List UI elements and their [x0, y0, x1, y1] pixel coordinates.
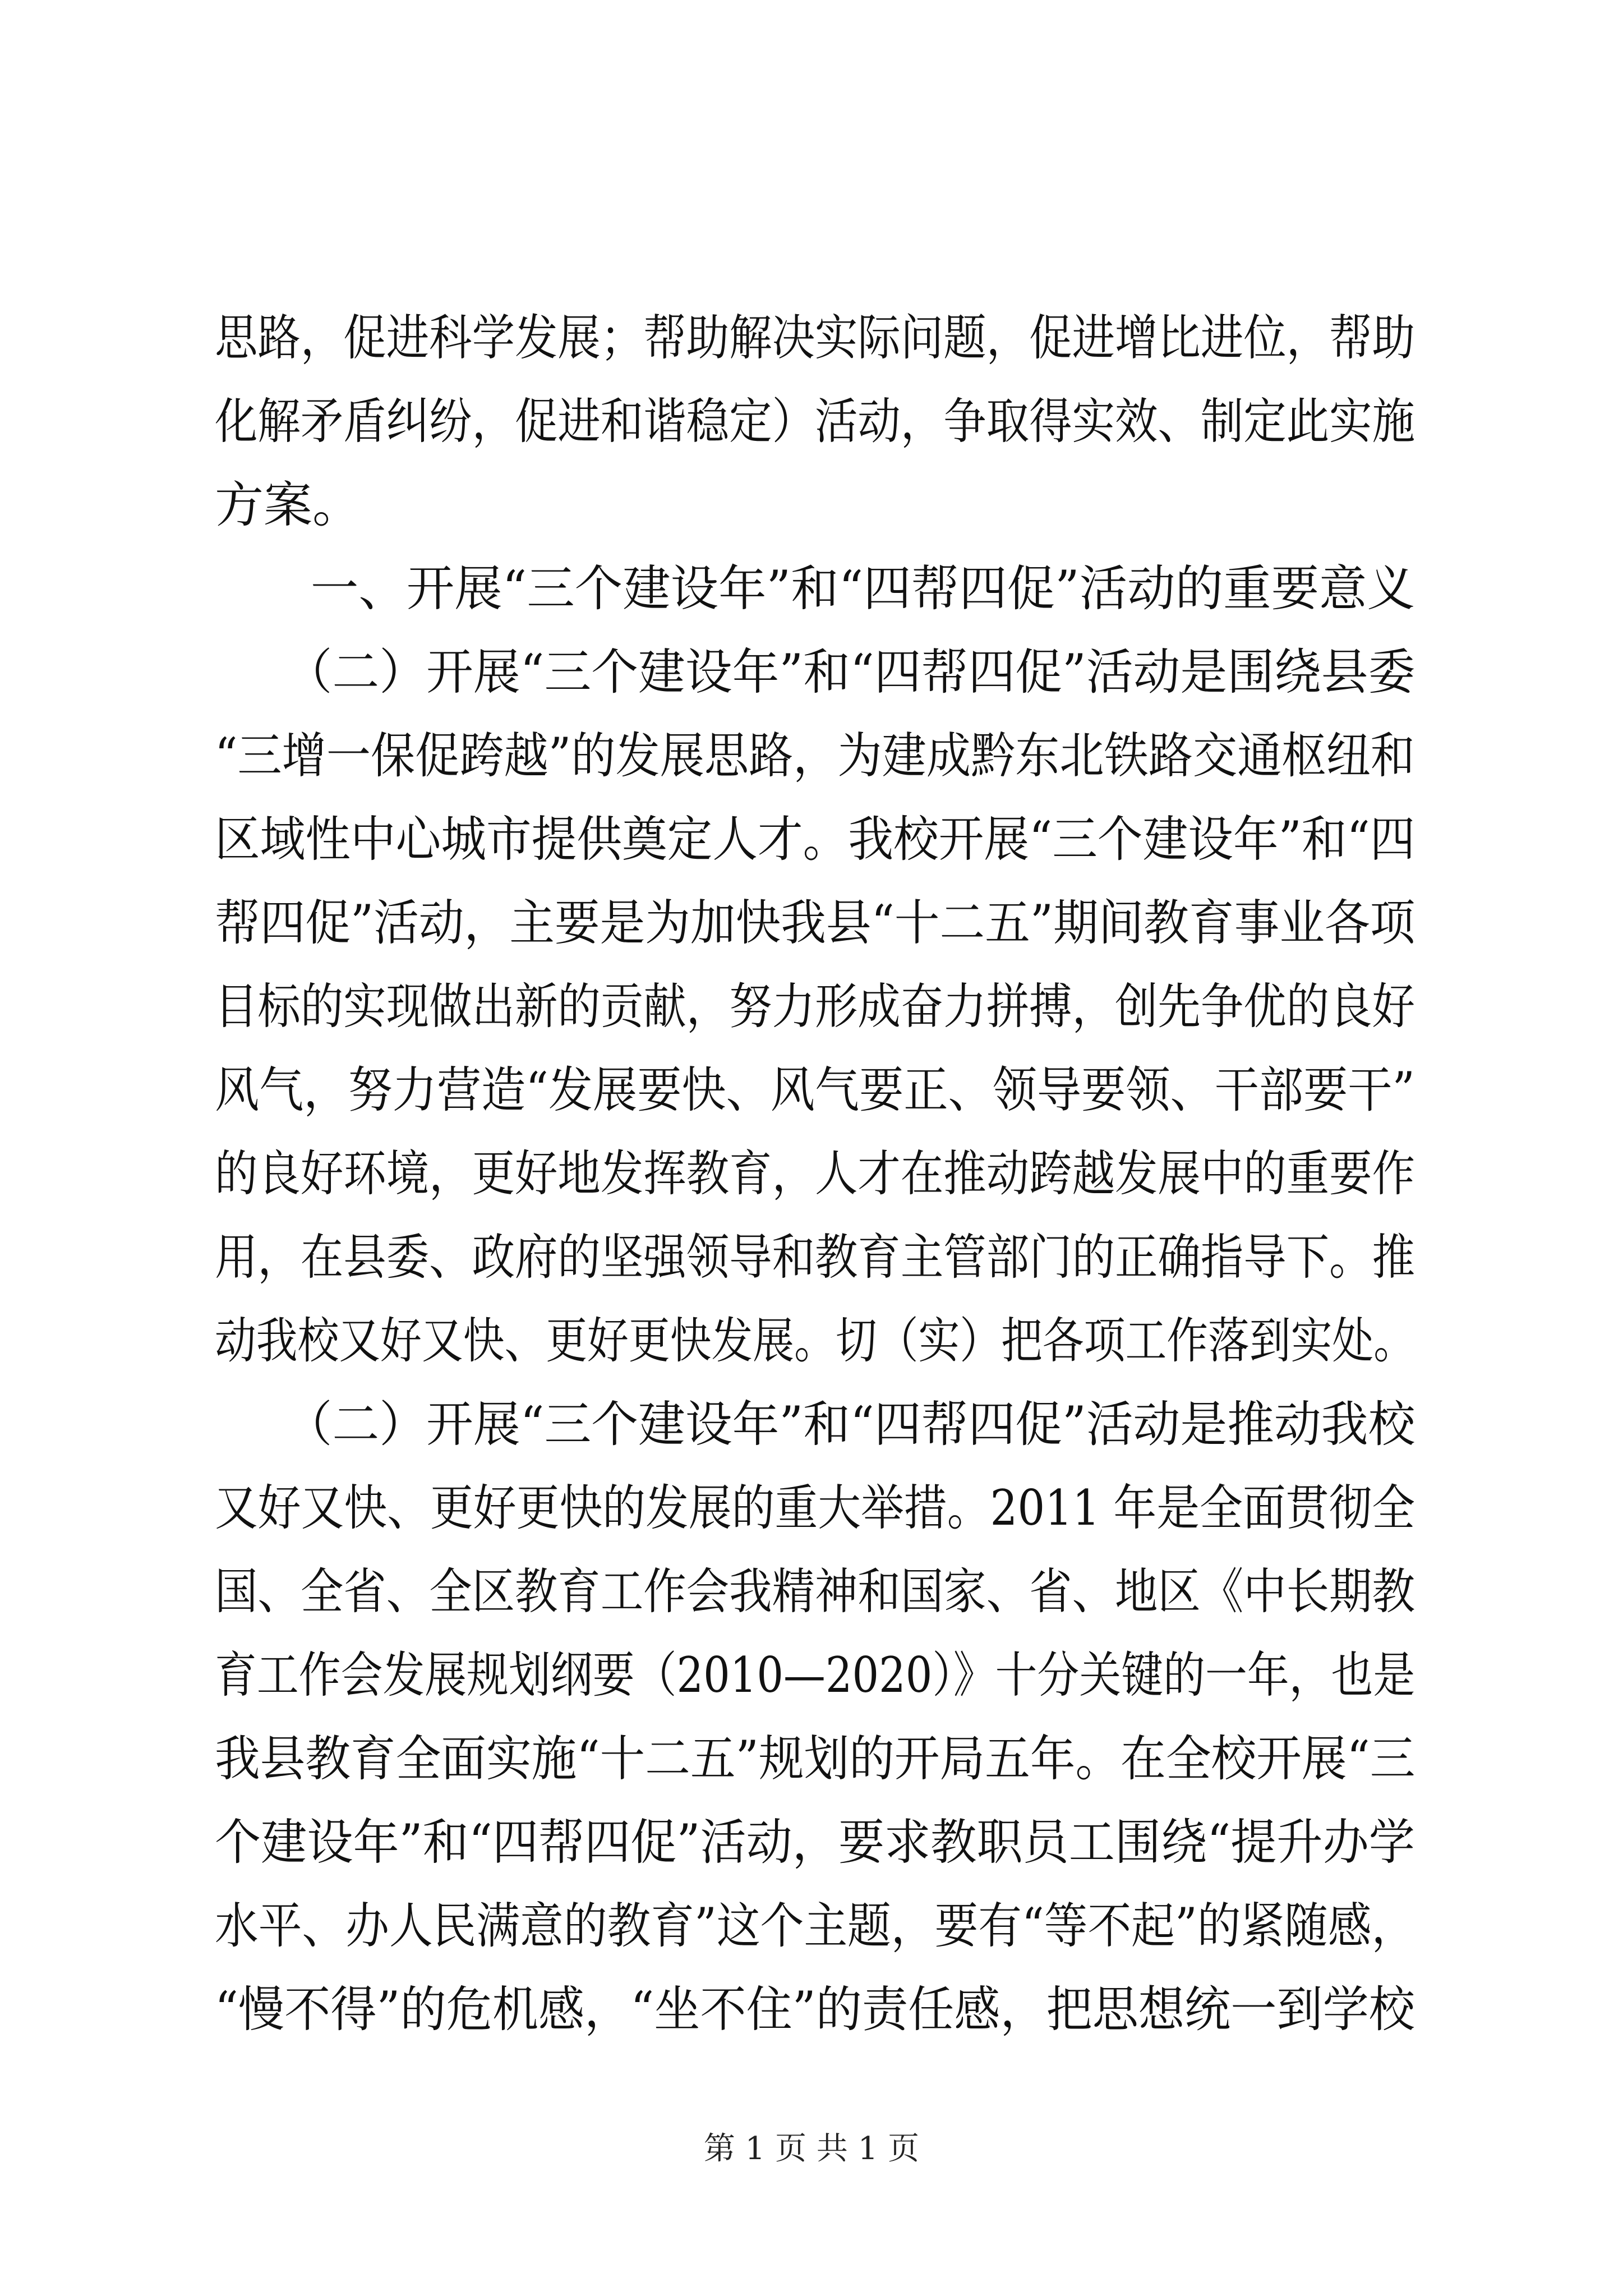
- text-line-18: 我县教育全面实施“十二五”规划的开局五年。在全校开展“三: [215, 1730, 1415, 1787]
- text-line-16: 国、全省、全区教育工作会我精神和国家、省、地区《中长期教: [215, 1563, 1415, 1620]
- text-line-15: 又好又快、更好更快的发展的重大举措。2011 年是全面贯彻全: [215, 1479, 1415, 1536]
- text-line-1: 思路，促进科学发展；帮助解决实际问题，促进增比进位，帮助: [215, 309, 1415, 366]
- text-line-19: 个建设年”和“四帮四促”活动，要求教职员工围绕“提升办学: [215, 1814, 1415, 1871]
- text-line-8: 帮四促”活动，主要是为加快我县“十二五”期间教育事业各项: [215, 894, 1415, 951]
- text-line-14: （二）开展“三个建设年”和“四帮四促”活动是推动我校: [215, 1396, 1415, 1453]
- text-line-10: 风气，努力营造“发展要快、风气要正、领导要领、干部要干”: [215, 1061, 1415, 1119]
- section-heading: 一、开展“三个建设年”和“四帮四促”活动的重要意义: [215, 560, 1415, 617]
- document-body: [215, 296, 1415, 2051]
- text-line-6: “三增一保促跨越”的发展思路，为建成黔东北铁路交通枢纽和: [215, 727, 1415, 784]
- text-line-21: “慢不得”的危机感，“坐不住”的责任感，把思想统一到学校: [215, 1981, 1415, 2038]
- text-line-20: 水平、办人民满意的教育”这个主题，要有“等不起”的紧随感，: [215, 1897, 1415, 1954]
- text-line-9: 目标的实现做出新的贡献，努力形成奋力拼搏，创先争优的良好: [215, 978, 1415, 1035]
- text-line-3: 方案。: [215, 476, 361, 533]
- text-line-11: 的良好环境，更好地发挥教育，人才在推动跨越发展中的重要作: [215, 1145, 1415, 1202]
- text-line-2: 化解矛盾纠纷，促进和谐稳定）活动，争取得实效、制定此实施: [215, 393, 1415, 450]
- text-line-12: 用，在县委、政府的坚强领导和教育主管部门的正确指导下。推: [215, 1228, 1415, 1286]
- text-line-13: 动我校又好又快、更好更快发展。切（实）把各项工作落到实处。: [215, 1312, 1415, 1369]
- text-line-17: 育工作会发展规划纲要（2010—2020）》十分关键的一年，也是: [215, 1646, 1415, 1704]
- page-number-label: 第 1 页 共 1 页: [703, 2131, 920, 2167]
- text-line-7: 区域性中心城市提供奠定人才。我校开展“三个建设年”和“四: [215, 811, 1415, 868]
- text-line-5: （二）开展“三个建设年”和“四帮四促”活动是围绕县委: [215, 643, 1415, 701]
- page-footer: [0, 2124, 1623, 2169]
